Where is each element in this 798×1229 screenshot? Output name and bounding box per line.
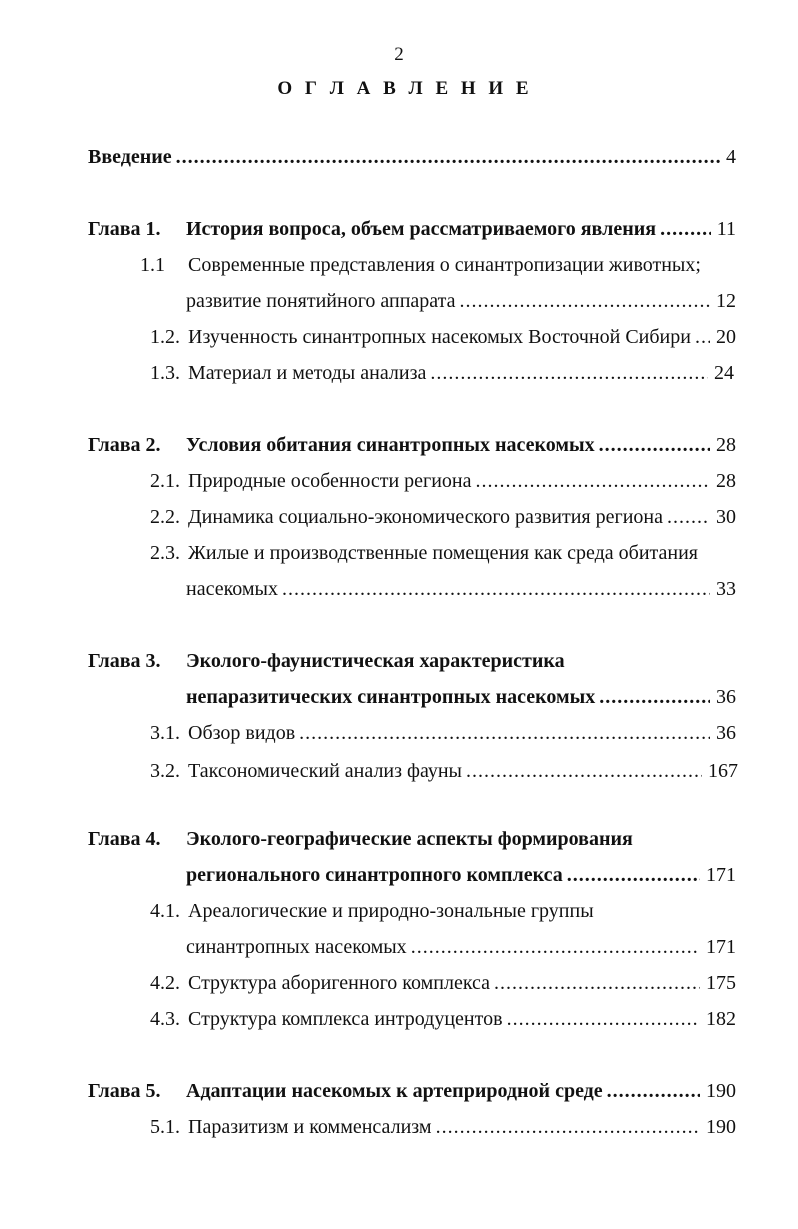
section-page: 36 <box>716 722 736 744</box>
section-number: 3.1. <box>150 722 180 744</box>
section-title: Динамика социально-экономического развития региона <box>188 506 663 528</box>
toc-section-1-1 <box>140 250 736 280</box>
section-page: 12 <box>716 290 736 312</box>
toc-section-4-1 <box>140 896 736 926</box>
dot-leader <box>172 142 720 172</box>
section-number: 1.3. <box>150 362 180 384</box>
chapter-page: 11 <box>716 218 736 240</box>
toc-section-4-1-cont <box>186 932 736 962</box>
dot-leader <box>456 286 710 316</box>
dot-leader <box>490 968 700 998</box>
toc-section-1-2 <box>140 322 736 352</box>
section-page: 28 <box>716 470 736 492</box>
toc-intro-page: 4 <box>726 146 736 168</box>
section-number: 1.1 <box>140 254 165 276</box>
section-title-cont: синантропных насекомых <box>186 936 407 958</box>
dot-leader <box>603 1076 700 1106</box>
toc-intro <box>88 142 736 172</box>
section-page: 190 <box>706 1116 736 1138</box>
section-number: 2.3. <box>150 542 180 564</box>
chapter-title-cont: непаразитических синантропных насекомых <box>186 686 596 708</box>
chapter-page: 36 <box>716 686 736 708</box>
toc-chapter-3-cont <box>186 682 736 712</box>
toc-chapter-5 <box>88 1076 736 1106</box>
toc-section-2-3 <box>140 538 736 568</box>
chapter-title: Эколого-географические аспекты формирования <box>186 828 633 850</box>
document-title: О Г Л А В Л Е Н И Е <box>277 78 533 99</box>
section-page: 30 <box>716 506 736 528</box>
dot-leader <box>407 932 700 962</box>
toc-section-5-1 <box>140 1112 736 1142</box>
dot-leader <box>595 430 710 460</box>
section-title: Таксономический анализ фауны <box>188 760 462 782</box>
chapter-title-cont: регионального синантропного комплекса <box>186 864 563 886</box>
dot-leader <box>462 756 702 786</box>
section-page: 182 <box>706 1008 736 1030</box>
section-title: Структура аборигенного комплекса <box>188 972 491 994</box>
section-page: 171 <box>706 936 736 958</box>
toc-section-2-3-cont <box>186 574 736 604</box>
chapter-title: Условия обитания синантропных насекомых <box>186 434 595 456</box>
section-number: 2.2. <box>150 506 180 528</box>
section-number: 5.1. <box>150 1116 180 1138</box>
toc-section-4-3 <box>140 1004 736 1034</box>
toc-section-3-2 <box>140 756 738 786</box>
section-number: 1.2. <box>150 326 180 348</box>
section-title-cont: насекомых <box>186 578 278 600</box>
section-title: Изученность синантропных насекомых Восточной Сибири <box>188 326 691 348</box>
dot-leader <box>691 322 710 352</box>
dot-leader <box>295 718 710 748</box>
section-page: 20 <box>716 326 736 348</box>
section-title: Материал и методы анализа <box>188 362 427 384</box>
toc-section-3-1 <box>140 718 736 748</box>
chapter-title: Эколого-фаунистическая характеристика <box>186 650 565 672</box>
toc-chapter-4-cont <box>186 860 736 890</box>
chapter-title: Адаптации насекомых к артеприродной среде <box>186 1080 603 1102</box>
page-number: 2 <box>394 44 404 65</box>
toc-chapter-4 <box>88 824 736 854</box>
dot-leader <box>663 502 710 532</box>
dot-leader <box>563 860 700 890</box>
chapter-label: Глава 3. <box>88 650 161 672</box>
toc-section-1-1-cont <box>186 286 736 316</box>
toc-intro-label: Введение <box>88 146 172 168</box>
chapter-page: 190 <box>706 1080 736 1102</box>
section-page: 33 <box>716 578 736 600</box>
section-title: Структура комплекса интродуцентов <box>188 1008 503 1030</box>
toc-section-4-2 <box>140 968 736 998</box>
section-number: 4.3. <box>150 1008 180 1030</box>
section-title: Обзор видов <box>188 722 296 744</box>
dot-leader <box>595 682 710 712</box>
toc-chapter-3 <box>88 646 736 676</box>
section-title-cont: развитие понятийного аппарата <box>186 290 456 312</box>
section-title: Жилые и производственные помещения как среда обитания <box>188 542 699 564</box>
chapter-label: Глава 2. <box>88 434 161 456</box>
section-page: 167 <box>708 760 738 782</box>
toc-chapter-1 <box>88 214 736 244</box>
section-number: 4.1. <box>150 900 180 922</box>
toc-section-2-1 <box>140 466 736 496</box>
toc-chapter-2 <box>88 430 736 460</box>
section-number: 4.2. <box>150 972 180 994</box>
toc-section-1-3 <box>140 358 734 388</box>
section-title: Природные особенности региона <box>188 470 472 492</box>
chapter-page: 28 <box>716 434 736 456</box>
dot-leader <box>278 574 710 604</box>
chapter-title: История вопроса, объем рассматриваемого явления <box>186 218 657 240</box>
chapter-label: Глава 1. <box>88 218 161 240</box>
section-title: Паразитизм и комменсализм <box>188 1116 432 1138</box>
dot-leader <box>656 214 711 244</box>
section-page: 24 <box>714 362 734 384</box>
chapter-page: 171 <box>706 864 736 886</box>
section-title: Ареалогические и природно-зональные группы <box>188 900 594 922</box>
section-page: 175 <box>706 972 736 994</box>
chapter-label: Глава 5. <box>88 1080 161 1102</box>
section-number: 2.1. <box>150 470 180 492</box>
section-title: Современные представления о синантропизации животных; <box>188 254 701 276</box>
dot-leader <box>472 466 710 496</box>
dot-leader <box>432 1112 700 1142</box>
chapter-label: Глава 4. <box>88 828 161 850</box>
dot-leader <box>426 358 708 388</box>
dot-leader <box>503 1004 700 1034</box>
section-number: 3.2. <box>150 760 180 782</box>
toc-section-2-2 <box>140 502 736 532</box>
